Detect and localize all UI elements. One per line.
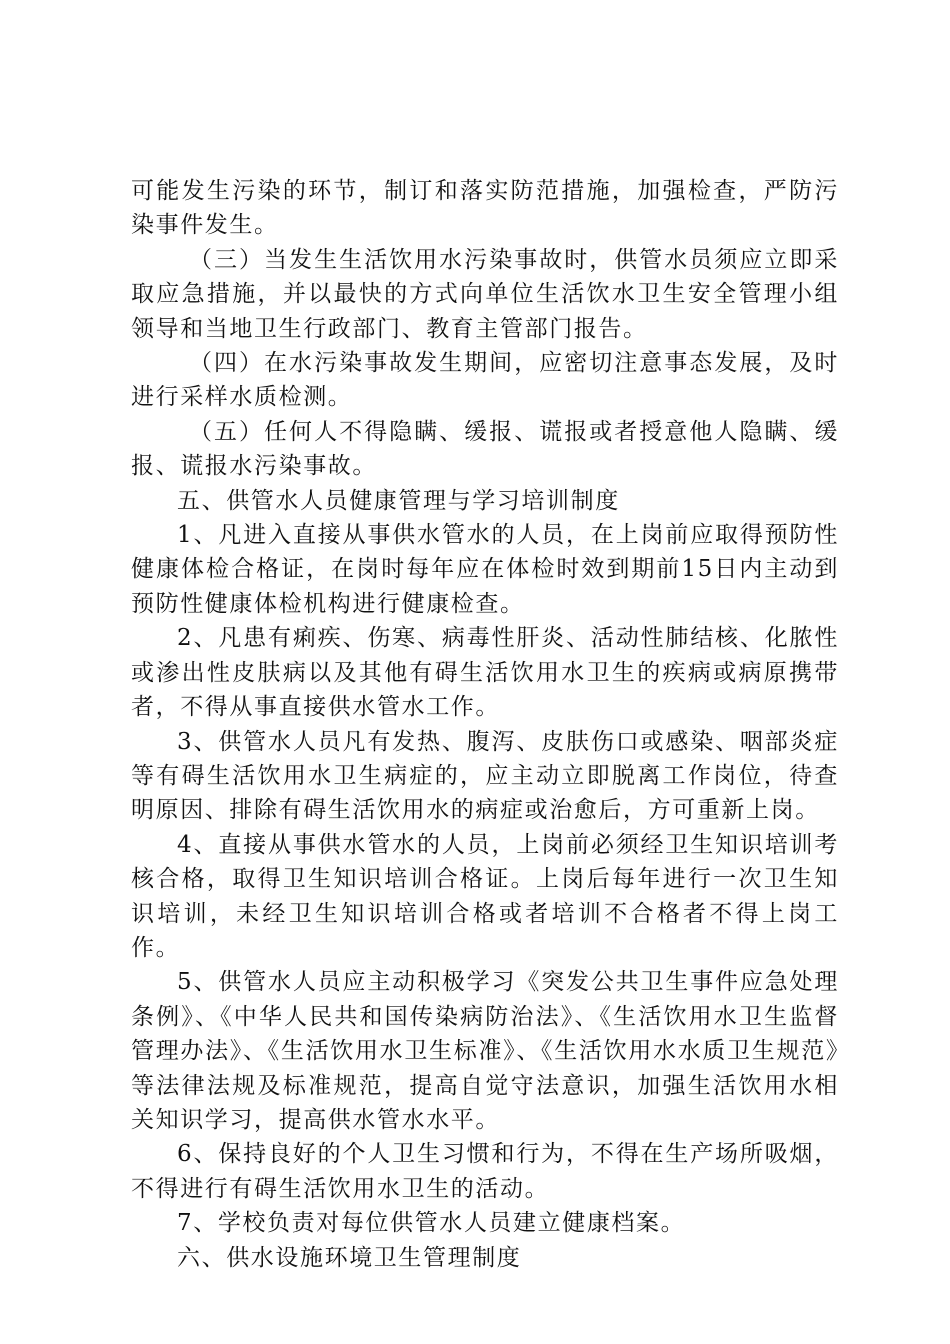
paragraph-rule-3: 3、供管水人员凡有发热、腹泻、皮肤伤口或感染、咽部炎症等有碍生活饮用水卫生病症的，应主动立即脱离工作岗位，待查明原因、排除有碍生活饮用水的病症或治愈后，方可重新上岗。 bbox=[131, 728, 839, 824]
paragraph-rule-1: 1、凡进入直接从事供水管水的人员，在上岗前应取得预防性健康体检合格证，在岗时每年应在体检时效到期前15日内主动到预防性健康体检机构进行健康检查。 bbox=[131, 522, 839, 617]
paragraph-rule-5: 5、供管水人员应主动积极学习《突发公共卫生事件应急处理条例》、《中华人民共和国传染病防治法》、《生活饮用水卫生监督管理办法》、《生活饮用水卫生标准》、《生活饮用水水质卫生规范》等法律法规及标准规范，提高自觉守法意识，加强生活饮用水相关知识学习，提高供水管水水平。 bbox=[131, 969, 839, 1133]
paragraph-item-4: （四）在水污染事故发生期间，应密切注意事态发展，及时进行采样水质检测。 bbox=[131, 350, 839, 411]
section-heading-6: 六、供水设施环境卫生管理制度 bbox=[177, 1244, 522, 1271]
section-heading-5: 五、供管水人员健康管理与学习培训制度 bbox=[177, 487, 620, 514]
paragraph-rule-2: 2、凡患有痢疾、伤寒、病毒性肝炎、活动性肺结核、化脓性或渗出性皮肤病以及其他有碍生活饮用水卫生的疾病或病原携带者，不得从事直接供水管水工作。 bbox=[131, 625, 839, 721]
paragraph-rule-6: 6、保持良好的个人卫生习惯和行为，不得在生产场所吸烟，不得进行有碍生活饮用水卫生的活动。 bbox=[131, 1141, 839, 1202]
paragraph-continuation: 可能发生污染的环节，制订和落实防范措施，加强检查，严防污染事件发生。 bbox=[131, 178, 839, 239]
document-body bbox=[131, 174, 839, 1275]
paragraph-item-5: （五）任何人不得隐瞒、缓报、谎报或者授意他人隐瞒、缓报、谎报水污染事故。 bbox=[131, 418, 839, 480]
paragraph-rule-7: 7、学校负责对每位供管水人员建立健康档案。 bbox=[177, 1210, 686, 1237]
paragraph-rule-4: 4、直接从事供水管水的人员，上岗前必须经卫生知识培训考核合格，取得卫生知识培训合格证。上岗后每年进行一次卫生知识培训，未经卫生知识培训合格或者培训不合格者不得上岗工作。 bbox=[131, 831, 839, 961]
paragraph-item-3: （三）当发生生活饮用水污染事故时，供管水员须应立即采取应急措施，并以最快的方式向单位生活饮水卫生安全管理小组领导和当地卫生行政部门、教育主管部门报告。 bbox=[131, 246, 839, 342]
